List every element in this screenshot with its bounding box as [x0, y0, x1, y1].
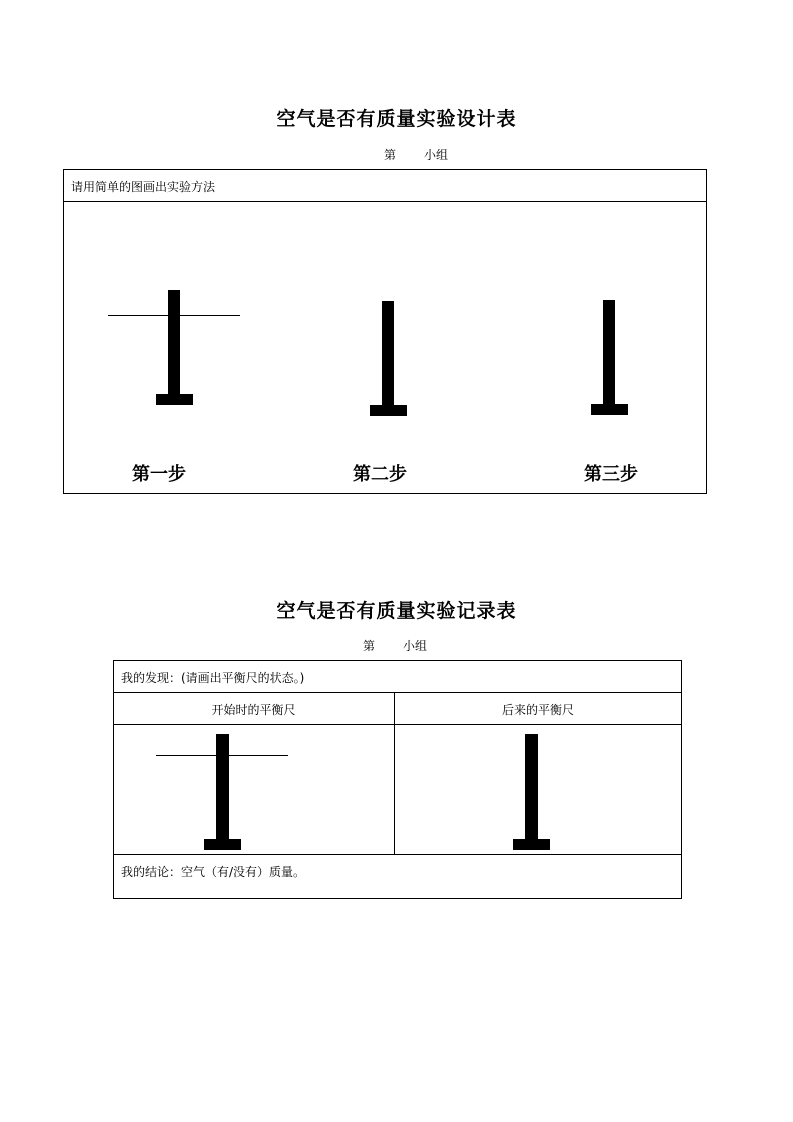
record-row-divider: [113, 724, 682, 725]
balance-stand-base: [204, 839, 241, 850]
group-suffix: 小组: [424, 148, 449, 162]
balance-stand-pole: [382, 301, 394, 407]
step-label-3: 第三步: [584, 464, 638, 485]
balance-stand-base: [591, 404, 628, 415]
record-conclusion: 我的结论：空气（有/没有）质量。: [121, 865, 306, 879]
record-col-later-header: 后来的平衡尺: [501, 703, 574, 717]
balance-stand-base: [370, 405, 407, 416]
group-prefix: 第: [363, 639, 376, 653]
design-instruction: 请用简单的图画出实验方法: [71, 180, 216, 194]
record-group-label: [363, 637, 427, 654]
balance-stand-base: [513, 839, 550, 850]
group-prefix: 第: [384, 148, 397, 162]
step-label-1: 第一步: [132, 464, 186, 485]
design-sheet-title: 空气是否有质量实验设计表: [276, 108, 517, 130]
group-suffix: 小组: [403, 639, 428, 653]
balance-stand-pole: [525, 734, 538, 840]
step-label-2: 第二步: [353, 464, 407, 485]
balance-stand-base: [156, 394, 193, 405]
record-row-divider: [113, 854, 682, 855]
design-table-divider: [63, 201, 707, 202]
record-col-start-header: 开始时的平衡尺: [211, 703, 296, 717]
record-row-divider: [113, 692, 682, 693]
balance-stand-pole: [603, 300, 615, 406]
balance-stand-pole: [216, 734, 229, 840]
record-sheet-title: 空气是否有质量实验记录表: [276, 600, 517, 622]
record-finding: 我的发现：(请画出平衡尺的状态。): [121, 671, 305, 685]
balance-stand-pole: [168, 290, 180, 396]
design-group-label: [384, 146, 448, 163]
